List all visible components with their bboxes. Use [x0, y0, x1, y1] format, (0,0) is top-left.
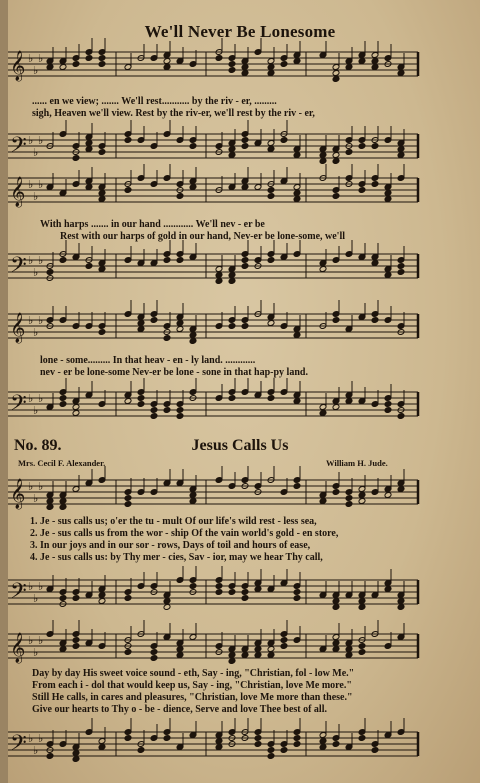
note-head	[72, 410, 80, 417]
note-head	[46, 504, 54, 511]
note-head	[137, 320, 145, 327]
note-head	[345, 398, 353, 405]
note-head	[319, 410, 327, 417]
flat-sign-icon: ♭	[38, 392, 44, 405]
note-head	[267, 146, 275, 153]
note-head	[124, 187, 132, 194]
note-head	[358, 498, 366, 505]
note-head	[176, 646, 184, 653]
music-staff-bass	[6, 724, 422, 768]
note-head	[254, 741, 262, 748]
note-head	[293, 58, 301, 65]
note-head	[319, 498, 327, 505]
note-head	[267, 64, 275, 71]
note-head	[163, 64, 171, 71]
note-head	[397, 263, 405, 270]
treble-clef-icon: 𝄞	[10, 313, 26, 343]
note-head	[332, 193, 340, 200]
note-head	[267, 646, 275, 653]
note-head	[72, 637, 80, 644]
note-head	[72, 61, 80, 68]
note-head	[384, 190, 392, 197]
note-head	[384, 407, 392, 414]
flat-sign-icon: ♭	[33, 744, 39, 757]
note-head	[98, 329, 106, 336]
note-head	[332, 604, 340, 611]
note-head	[176, 652, 184, 659]
note-head	[228, 146, 236, 153]
note-head	[358, 492, 366, 499]
note-head	[189, 338, 197, 345]
note-head	[280, 61, 288, 68]
note-head	[215, 583, 223, 590]
note-head	[358, 187, 366, 194]
bass-clef-icon: 𝄢	[10, 391, 27, 421]
note-head	[46, 753, 54, 760]
note-head	[163, 335, 171, 342]
note-head	[332, 158, 340, 165]
note-head	[228, 589, 236, 596]
note-head	[371, 58, 379, 65]
note-head	[150, 317, 158, 324]
lyric-line: Still He calls, in cares and pleasures, "Christian, love Me more than these."	[32, 692, 353, 703]
note-head	[397, 152, 405, 159]
note-head	[241, 143, 249, 150]
note-head	[72, 756, 80, 763]
note-head	[228, 652, 236, 659]
flat-sign-icon: ♭	[38, 314, 44, 327]
note-head	[254, 586, 262, 593]
note-head	[241, 70, 249, 77]
flat-sign-icon: ♭	[28, 634, 34, 647]
note-head	[85, 140, 93, 147]
lyric-line: Rest with our harps of gold in our hand, Nev-er be lone-some, we'll	[60, 231, 346, 242]
note-head	[228, 61, 236, 68]
note-head	[189, 498, 197, 505]
note-head	[319, 152, 327, 159]
music-staff-bass	[6, 246, 422, 290]
note-head	[293, 589, 301, 596]
flat-sign-icon: ♭	[28, 178, 34, 191]
note-head	[397, 146, 405, 153]
note-head	[176, 320, 184, 327]
flat-sign-icon: ♭	[33, 646, 39, 659]
note-head	[280, 637, 288, 644]
treble-clef-icon: 𝄞	[10, 177, 26, 207]
composer-credit: William H. Jude.	[326, 458, 388, 468]
note-head	[267, 747, 275, 754]
note-head	[150, 413, 158, 420]
lyric-line: 3. In our joys and in our sor - rows, Days of toil and hours of ease,	[30, 540, 311, 551]
lyric-line: Day by day His sweet voice sound - eth, Say - ing, "Christian, fol - low Me."	[32, 668, 355, 679]
note-head	[358, 143, 366, 150]
flat-sign-icon: ♭	[28, 480, 34, 493]
flat-sign-icon: ♭	[28, 134, 34, 147]
treble-clef-icon: 𝄞	[10, 51, 26, 81]
note-head	[137, 326, 145, 333]
flat-sign-icon: ♭	[28, 52, 34, 65]
note-head	[98, 149, 106, 156]
note-head	[384, 586, 392, 593]
flat-sign-icon: ♭	[38, 254, 44, 267]
note-head	[59, 395, 67, 402]
note-head	[241, 64, 249, 71]
note-head	[124, 649, 132, 656]
note-head	[254, 735, 262, 742]
note-head	[98, 598, 106, 605]
lyric-line: With harps ....... in our hand ............ We'll nev - er be	[40, 219, 265, 230]
note-head	[397, 604, 405, 611]
hymn-title: We'll Never Be Lonesome	[144, 22, 336, 41]
lyric-line: sigh, Heaven we'll view. Rest by the riv-er, we'll rest by the riv - er,	[32, 108, 315, 119]
lyric-line: 2. Je - sus calls us from the wor - ship Of the vain world's gold - en store,	[30, 528, 339, 539]
note-head	[280, 747, 288, 754]
note-head	[124, 735, 132, 742]
flat-sign-icon: ♭	[38, 634, 44, 647]
music-staff-bass	[6, 572, 422, 616]
flat-sign-icon: ♭	[28, 392, 34, 405]
note-head	[72, 404, 80, 411]
music-staff-treble	[6, 472, 422, 516]
note-head	[293, 483, 301, 490]
note-head	[228, 395, 236, 402]
note-head	[59, 257, 67, 264]
note-head	[332, 640, 340, 647]
note-head	[98, 196, 106, 203]
note-head	[371, 260, 379, 267]
note-head	[98, 61, 106, 68]
treble-clef-icon: 𝄞	[10, 479, 26, 509]
note-head	[124, 501, 132, 508]
flat-sign-icon: ♭	[33, 146, 39, 159]
note-head	[358, 735, 366, 742]
note-head	[124, 137, 132, 144]
note-head	[72, 595, 80, 602]
flat-sign-icon: ♭	[38, 134, 44, 147]
flat-sign-icon: ♭	[33, 266, 39, 279]
note-head	[397, 70, 405, 77]
note-head	[59, 646, 67, 653]
note-head	[332, 70, 340, 77]
note-head	[371, 317, 379, 324]
note-head	[215, 55, 223, 62]
note-head	[293, 196, 301, 203]
note-head	[332, 598, 340, 605]
note-head	[85, 146, 93, 153]
note-head	[241, 263, 249, 270]
note-head	[371, 181, 379, 188]
note-head	[124, 495, 132, 502]
note-head	[189, 184, 197, 191]
note-head	[332, 646, 340, 653]
note-head	[46, 269, 54, 276]
note-head	[215, 738, 223, 745]
flat-sign-icon: ♭	[33, 404, 39, 417]
note-head	[163, 58, 171, 65]
note-head	[267, 70, 275, 77]
note-head	[384, 272, 392, 279]
note-head	[345, 646, 353, 653]
note-head	[241, 652, 249, 659]
note-head	[85, 55, 93, 62]
music-staff-bass	[6, 126, 422, 170]
note-head	[293, 741, 301, 748]
note-head	[163, 598, 171, 605]
flat-sign-icon: ♭	[33, 190, 39, 203]
note-head	[189, 492, 197, 499]
note-head	[397, 413, 405, 420]
note-head	[345, 149, 353, 156]
note-head	[137, 401, 145, 408]
note-head	[241, 589, 249, 596]
bass-clef-icon: 𝄢	[10, 133, 27, 163]
note-head	[358, 643, 366, 650]
note-head	[215, 272, 223, 279]
note-head	[241, 137, 249, 144]
music-staff-treble	[6, 626, 422, 670]
flat-sign-icon: ♭	[38, 580, 44, 593]
note-head	[215, 744, 223, 751]
note-head	[241, 595, 249, 602]
note-head	[72, 155, 80, 162]
note-head	[280, 137, 288, 144]
note-head	[163, 604, 171, 611]
note-head	[332, 741, 340, 748]
note-head	[267, 753, 275, 760]
note-head	[59, 498, 67, 505]
note-head	[345, 501, 353, 508]
note-head	[384, 401, 392, 408]
note-head	[163, 257, 171, 264]
note-head	[345, 652, 353, 659]
note-head	[46, 498, 54, 505]
note-head	[345, 495, 353, 502]
note-head	[85, 263, 93, 270]
note-head	[267, 320, 275, 327]
note-head	[228, 152, 236, 159]
note-head	[215, 278, 223, 285]
flat-sign-icon: ♭	[33, 64, 39, 77]
note-head	[189, 332, 197, 339]
music-staff-treble	[6, 306, 422, 350]
lyric-line: nev - er be lone-some Nev-er be lone - sone in that hap-py land.	[40, 367, 308, 378]
note-head	[163, 407, 171, 414]
flat-sign-icon: ♭	[33, 592, 39, 605]
note-head	[254, 646, 262, 653]
note-head	[384, 492, 392, 499]
note-head	[319, 744, 327, 751]
music-staff-treble	[6, 170, 422, 214]
note-head	[332, 152, 340, 159]
note-head	[332, 76, 340, 83]
flat-sign-icon: ♭	[38, 732, 44, 745]
lyric-line: 1. Je - sus calls us; o'er the tu - mult Of our life's wild rest - less sea,	[30, 516, 317, 527]
note-head	[59, 401, 67, 408]
note-head	[215, 589, 223, 596]
note-head	[319, 158, 327, 165]
flat-sign-icon: ♭	[33, 326, 39, 339]
flat-sign-icon: ♭	[28, 314, 34, 327]
note-head	[150, 655, 158, 662]
note-head	[59, 64, 67, 71]
note-head	[319, 266, 327, 273]
note-head	[176, 413, 184, 420]
note-head	[267, 652, 275, 659]
lyric-line: lone - some......... In that heav - en - ly land. ............	[40, 355, 256, 366]
lyric-line: ...... en we view; ....... We'll rest........... by the riv - er, .........	[32, 96, 277, 107]
note-head	[397, 486, 405, 493]
author-credit: Mrs. Cecil F. Alexander.	[18, 458, 106, 468]
note-head	[267, 187, 275, 194]
lyric-line: 4. Je - sus calls us: by Thy mer - cies, Sav - ior, may we hear Thy call,	[30, 552, 323, 563]
note-head	[98, 55, 106, 62]
note-head	[72, 643, 80, 650]
note-head	[345, 64, 353, 71]
flat-sign-icon: ♭	[28, 580, 34, 593]
note-head	[332, 404, 340, 411]
note-head	[371, 747, 379, 754]
note-head	[332, 489, 340, 496]
note-head	[176, 326, 184, 333]
note-head	[293, 152, 301, 159]
note-head	[397, 269, 405, 276]
flat-sign-icon: ♭	[33, 492, 39, 505]
note-head	[176, 193, 184, 200]
note-head	[358, 649, 366, 656]
note-head	[163, 735, 171, 742]
note-head	[371, 143, 379, 150]
note-head	[228, 67, 236, 74]
music-staff-bass	[6, 384, 422, 428]
note-head	[150, 407, 158, 414]
note-head	[98, 266, 106, 273]
note-head	[137, 747, 145, 754]
note-head	[293, 398, 301, 405]
flat-sign-icon: ♭	[38, 52, 44, 65]
note-head	[267, 395, 275, 402]
lyric-line: From each i - dol that would keep us, Say - ing, "Christian, love Me more."	[32, 680, 352, 691]
hymn-number: No. 89.	[14, 437, 62, 454]
hymn-title: Jesus Calls Us	[191, 437, 289, 454]
note-head	[267, 257, 275, 264]
note-head	[371, 64, 379, 71]
note-head	[293, 735, 301, 742]
note-head	[85, 184, 93, 191]
flat-sign-icon: ♭	[28, 732, 34, 745]
note-head	[72, 750, 80, 757]
note-head	[358, 58, 366, 65]
flat-sign-icon: ♭	[38, 178, 44, 191]
note-head	[98, 190, 106, 197]
note-head	[254, 652, 262, 659]
note-head	[358, 598, 366, 605]
note-head	[228, 323, 236, 330]
music-staff-treble	[6, 44, 422, 88]
note-head	[319, 738, 327, 745]
lyric-line: Give our hearts to Thy o - be - dience, Serve and love Thee best of all.	[32, 704, 327, 715]
note-head	[59, 504, 67, 511]
note-head	[176, 407, 184, 414]
note-head	[189, 583, 197, 590]
note-head	[228, 278, 236, 285]
note-head	[137, 395, 145, 402]
note-head	[358, 604, 366, 611]
note-head	[293, 190, 301, 197]
note-head	[384, 196, 392, 203]
note-head	[46, 64, 54, 71]
bass-clef-icon: 𝄢	[10, 579, 27, 609]
note-head	[176, 257, 184, 264]
note-head	[150, 649, 158, 656]
note-head	[293, 595, 301, 602]
note-head	[98, 744, 106, 751]
treble-clef-icon: 𝄞	[10, 633, 26, 663]
flat-sign-icon: ♭	[38, 480, 44, 493]
note-head	[98, 592, 106, 599]
bass-clef-icon: 𝄢	[10, 731, 27, 761]
note-head	[241, 184, 249, 191]
note-head	[241, 257, 249, 264]
note-head	[228, 272, 236, 279]
note-head	[124, 398, 132, 405]
note-head	[189, 143, 197, 150]
note-head	[397, 598, 405, 605]
note-head	[124, 595, 132, 602]
note-head	[267, 193, 275, 200]
note-head	[228, 658, 236, 665]
note-head	[59, 595, 67, 602]
note-head	[293, 332, 301, 339]
note-head	[280, 643, 288, 650]
note-head	[241, 323, 249, 330]
flat-sign-icon: ♭	[28, 254, 34, 267]
note-head	[332, 317, 340, 324]
bass-clef-icon: 𝄢	[10, 253, 27, 283]
